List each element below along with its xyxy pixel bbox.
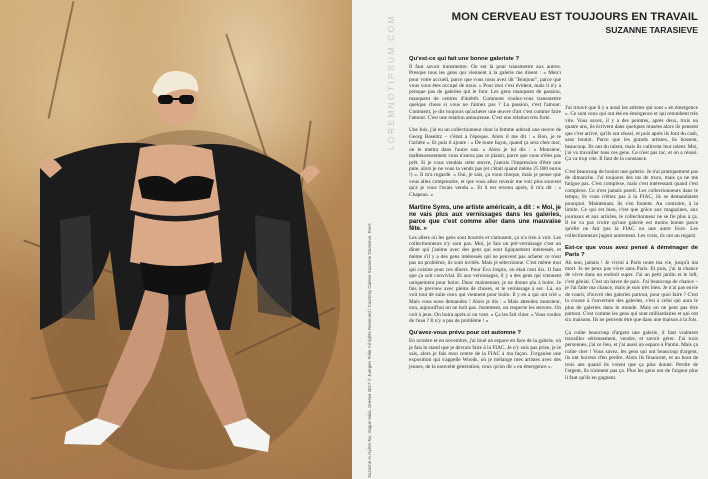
question-heading: Qu'avez-vous prévu pour cet automne ? [409,330,522,337]
paragraph: Les allers où les gens sont bourrés et s'amusent, ça n'a rien à voir. Les collectionneurs n'y sont pas. Moi, je fais un pré-vernissage c'est un dîner qui j'anime avec des gens qui sont ligiquement intéressés, et même s'il y a des gens intéressés qui ne peuvent pas acheter ce n'est pas un problème, ils sont invités. Mais je sélectionne. C'est même moi qui cuisine pour ces dîners. Pour Eva Jospin, on était cent dix. Il faut que ça soit convivial. Et aux vernissages, il y a des gens qui viennent uniquement pour boire. Donc maintenant, je ne donne plu à boire. Je fais le preview avec pleins de choses, et le vernissage à sec. Là, on voit tout de suite ceux qui viennent pour boire. Il y en a qui ont crié « Mais vous nous demandez ! Alors je dis : « Mais attendez monsieur, non, aujourd'hui on ne boit pas. Justement, on respecte les œuvres. On voit à jeun. On boira après si on veut. » Ça les fait chier. « Vous voulez de l'eau ? Il n'y a pas de problème ! » [409,234,561,325]
figure-illustration [0,0,352,479]
text-column-left [409,56,561,376]
watermark: LOREMNOTIPSUM.COM [386,14,396,150]
paragraph: C'est beaucoup de boulot une galerie. Je n'ai pratiquement pas de dimanche. J'ai toujours des tas de trucs, mais ça ne me fatigue pas. C'est complexe, mais c'est intéressant quand c'est complexe. Ce n'est jamais pareil. Les collectionneurs dans le temps, ils vous n'étiez pas à la FIAC, ils se demandaient pourquoi. Maintenant, ils s'en foutent. Au contraire, à la limite. Ce qui est bien, c'est que grâce aux magazines, aux journaux et aux articles, le collectionneur ne se fie plus à ça. Il ne va pas croire qu'une galerie est moins bonne parce qu'elle ne fait pas la FIAC ou une autre foire. Les collectionneurs jugent autrement. Les vrais, ils ont un regard. [565,168,698,239]
article-header [452,11,698,36]
paragraph: En octobre et en novembre, j'ai loué un espace en face de la galerie, où je fais le stand que je devrais faire à la FIAC. Je n'y suis pas prise, je le sais, alors je fais mon centre de la FIAC à ma façon. J'organise une exposition qui s'appelle Woods, où je mélange mes artistes avec des jeunes, de la nouvelle génération, ceux qu'on dit « en émergence ». [409,338,561,370]
paragraph: Une fois, j'ai eu un collectionneur dont la femme adorait une œuvre de Georg Baselitz – c'était à l'époque. Alors il me dit : « Bon, je te l'achète ». Et puis il ajoute : « De toute façon, quand ça sera chez moi, on le mettra dans l'autre uns. » Alors je lui dis : « Monsieur, malheureusement vous n'aurez pas ce plaisir, parce que vous n'êtes pas prêt. Si je vous vendais cette œuvre, j'aurais l'impression d'être une pute, alors je ne vous la vends pas (et c'était quand même 25 000 euros !) ». Il m'a regardé. « Oui, je sais, ça vous choque, mais je pense que vous allez comprendre, et que vous allez revenir me voir plus souvent qu'à je vous l'avais vendu ». Et il est revenu après, il m'a dit : « Chapeau. » [409,127,561,198]
paragraph: Il faut savoir transmettre. On est là pour transmettre aux autres. Presque tous les gens qui viennent à la galerie me disent : « Merci pour votre accueil, parce que vous nous avez dit "Bonjour", parce que vous vous êtes occupé de nous. » Pour moi c'est évident, mais il n'y a presque pas de galeries qui le font. Les gens manquent de passion, manquent de centres d'intérêt. Comment voulez-vous transmettre quelque chose si vous ne l'aimez pas ? La passion, c'est l'amour. Comment, je dis toujours qu'acheter une œuvre d'art c'est comme faire l'amour. C'est une relation amoureuse. C'est une relation très forte. [409,63,561,122]
photograph [0,0,352,479]
article-title: MON CERVEAU EST TOUJOURS EN TRAVAIL [451,11,698,23]
question-heading: Est-ce que vous avez pensé à déménager de Paris ? [565,245,698,258]
paragraph: Ça coûte beaucoup d'argent une galerie, il faut vraiment travailler sérieusement, vendre, et savoir gérer. J'ai trois personnes, j'ai ce lieu, et j'ai aussi un espace à Pantin. Mais ça coûte cher ! Vous savez, les gens qui ont beaucoup d'argent, ils ont horreur d'en perdre. Alors ils financent, et au bout de trois ans quand ils voient que ça plus donné. Perdre de l'argent, ils n'aiment pas ça. Plus les gens ont de l'argent plus il faut qu'ils en gagnent. [565,329,698,381]
quote-heading: Martine Syms, une artiste américain, a dit : « Moi, je ne vais plus aux vernissages dans les galeries, parce que c'est comme aller dans une mauvaise fête. » [409,203,561,233]
paragraph: J'ai trouvé que il y a aussi les artistes qui sont « en émergence ». Ce sont ceux qui ont été en émergence et qui retombent très vite. Vous savez, il y a des peintres, après deux, trois ou quatre ans, ils écrivent dans quelques musées alors ils pensent que c'est arrivé, qu'ils ont réussi, et puis après ils font du cash, sans boulot. Parce que les grands artistes, ils bossent, beaucoup. Ils ont du talent, mais ils cultivent leur talent. Moi, j'ai vu travailler tous ces gens. Ce n'est pas tac, et on a réussi. Ça va trop vite. Il faut de la constance. [565,105,699,163]
question-heading: Qu'est-ce qui fait une bonne galeriste ? [409,56,520,62]
paragraph: Ah non, jamais ! Je vivrai à Paris toute ma vie, jusqu'à ma mort. Je ne peux pas vivre sans Paris. Et puis, j'ai la chance de vivre dans un endroit super. J'ai un petit jardin et le loft, c'est génial. C'est un havre de paix. J'ai beaucoup de chance – je l'ai faite ma chance, mais je suis très bien. Je n'ai pas envie de courir, d'ouvrir des galeries partout, pour quoi faire ? C'est la course à l'ouverture des galeries, c'est à celui qui aura le plus de galeries dans le monde. Mais on ne peut pas être partout. C'est comme les gens qui sont milliardaires et qui ont six maisons. Ils ne peuvent être que dans une maison à la fois. [565,259,698,324]
photo-credit: Suzanne in Hyère-Nu, Vogue Italia, Greece 2017 © Juergen Teller All rights Reserved / Courtesy Galerie Suzanne Tarasieve, Paris [367,223,372,478]
article-author: SUZANNE TARASIEVE [605,25,698,35]
text-column-right [565,105,698,387]
